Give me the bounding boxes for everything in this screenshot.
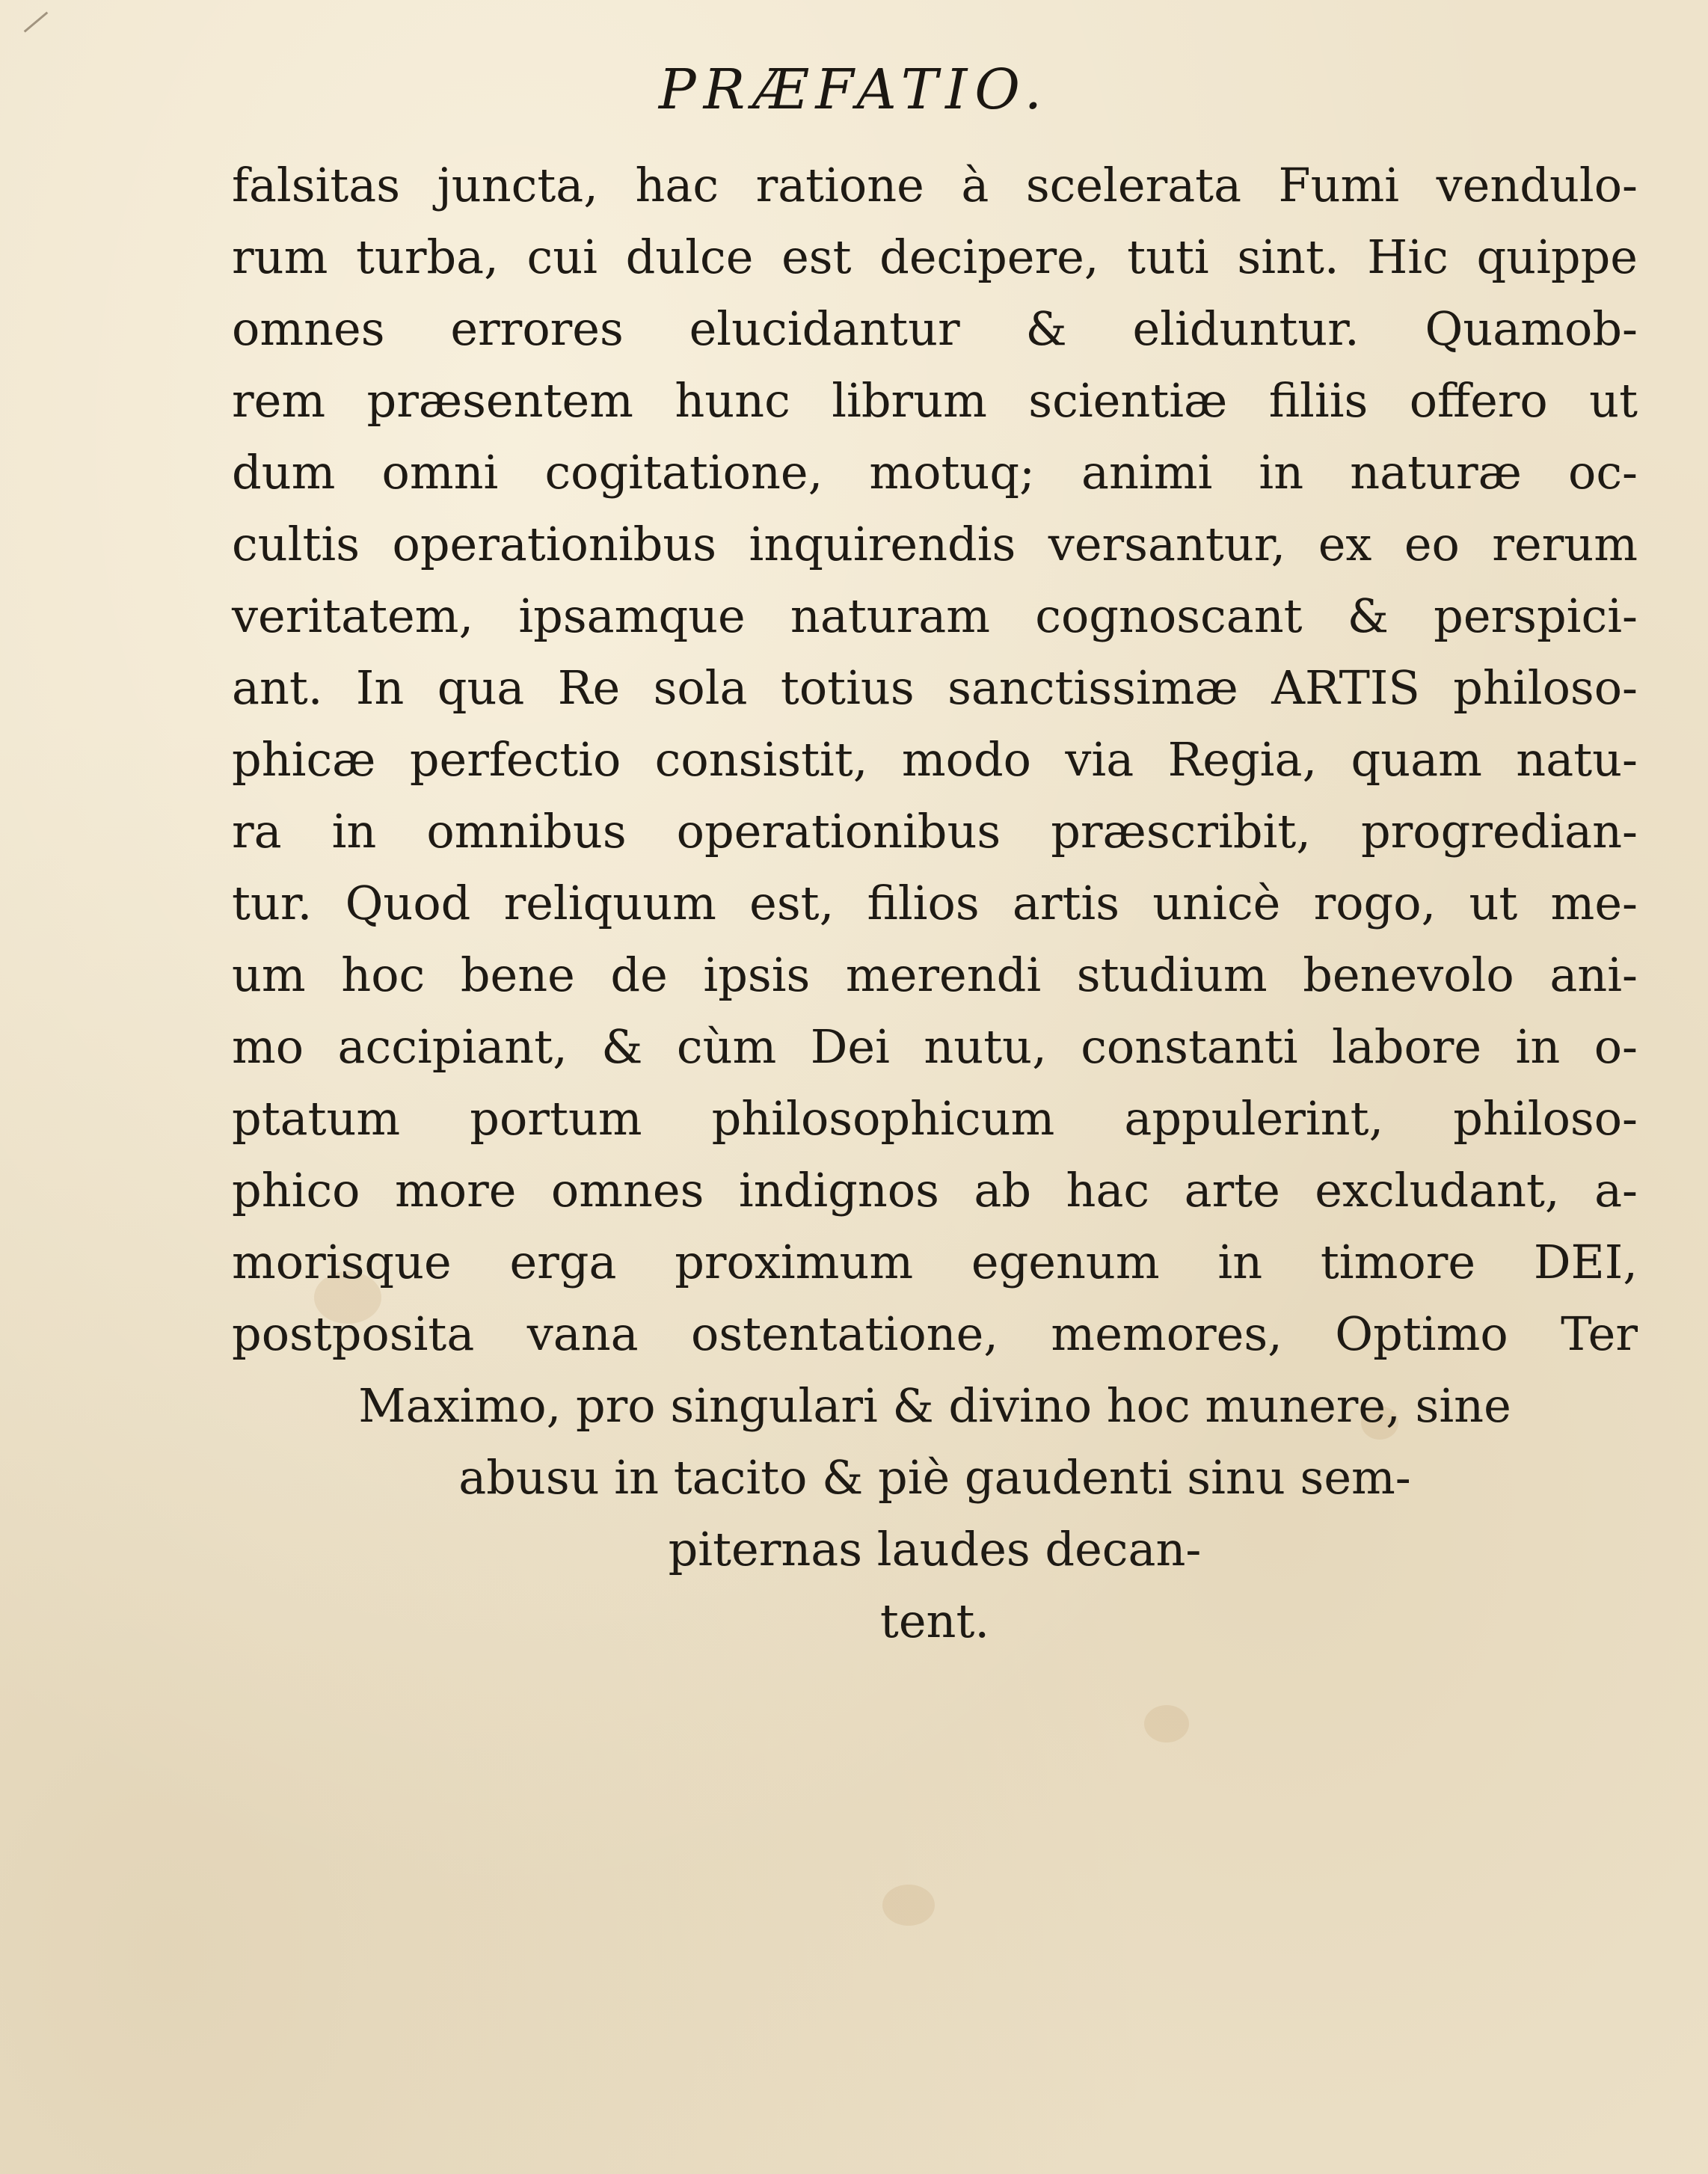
text-line: omnes errores elucidantur & eliduntur. Quamob- xyxy=(232,301,1638,356)
text-line: tur. Quod reliquum est, filios artis unicè rogo, ut me- xyxy=(232,876,1638,930)
text-line: um hoc bene de ipsis merendi studium benevolo ani- xyxy=(232,948,1638,1002)
text-line: rem præsentem hunc librum scientiæ filiis offero ut xyxy=(232,373,1638,428)
text-line: phico more omnes indignos ab hac arte excludant, a- xyxy=(232,1163,1638,1217)
text-line: falsitas juncta, hac ratione à scelerata Fumi vendulo- xyxy=(232,158,1638,212)
text-line: postposita vana ostentatione, memores, Optimo Ter xyxy=(232,1306,1638,1361)
text-line: veritatem, ipsamque naturam cognoscant & perspici- xyxy=(232,589,1638,643)
text-line: dum omni cogitatione, motuq; animi in naturæ oc- xyxy=(232,445,1638,500)
text-line: phicæ perfectio consistit, modo via Regia, quam natu- xyxy=(232,732,1638,787)
text-line: rum turba, cui dulce est decipere, tuti sint. Hic quippe xyxy=(232,230,1638,284)
page-corner-mark xyxy=(24,11,49,32)
text-line: ptatum portum philosophicum appulerint, philoso- xyxy=(232,1091,1638,1146)
foxing-spot xyxy=(882,1885,935,1926)
preface-text xyxy=(232,150,1638,1657)
text-line: ra in omnibus operationibus præscribit, progredian- xyxy=(232,804,1638,859)
text-line: mo accipiant, & cùm Dei nutu, constanti labore in o- xyxy=(232,1019,1638,1074)
text-line: morisque erga proximum egenum in timore DEI, xyxy=(232,1235,1638,1289)
text-line: abusu in tacito & piè gaudenti sinu sem- xyxy=(458,1450,1411,1505)
text-line: ant. In qua Re sola totius sanctissimæ ARTIS philoso- xyxy=(232,660,1638,715)
foxing-spot xyxy=(1144,1705,1189,1742)
text-line: piternas laudes decan- xyxy=(668,1522,1202,1576)
text-line: Maximo, pro singulari & divino hoc munere, sine xyxy=(358,1378,1511,1433)
text-line: tent. xyxy=(879,1594,990,1648)
page-heading: PRÆFATIO. xyxy=(658,58,1050,122)
text-line: cultis operationibus inquirendis versantur, ex eo rerum xyxy=(232,517,1638,571)
